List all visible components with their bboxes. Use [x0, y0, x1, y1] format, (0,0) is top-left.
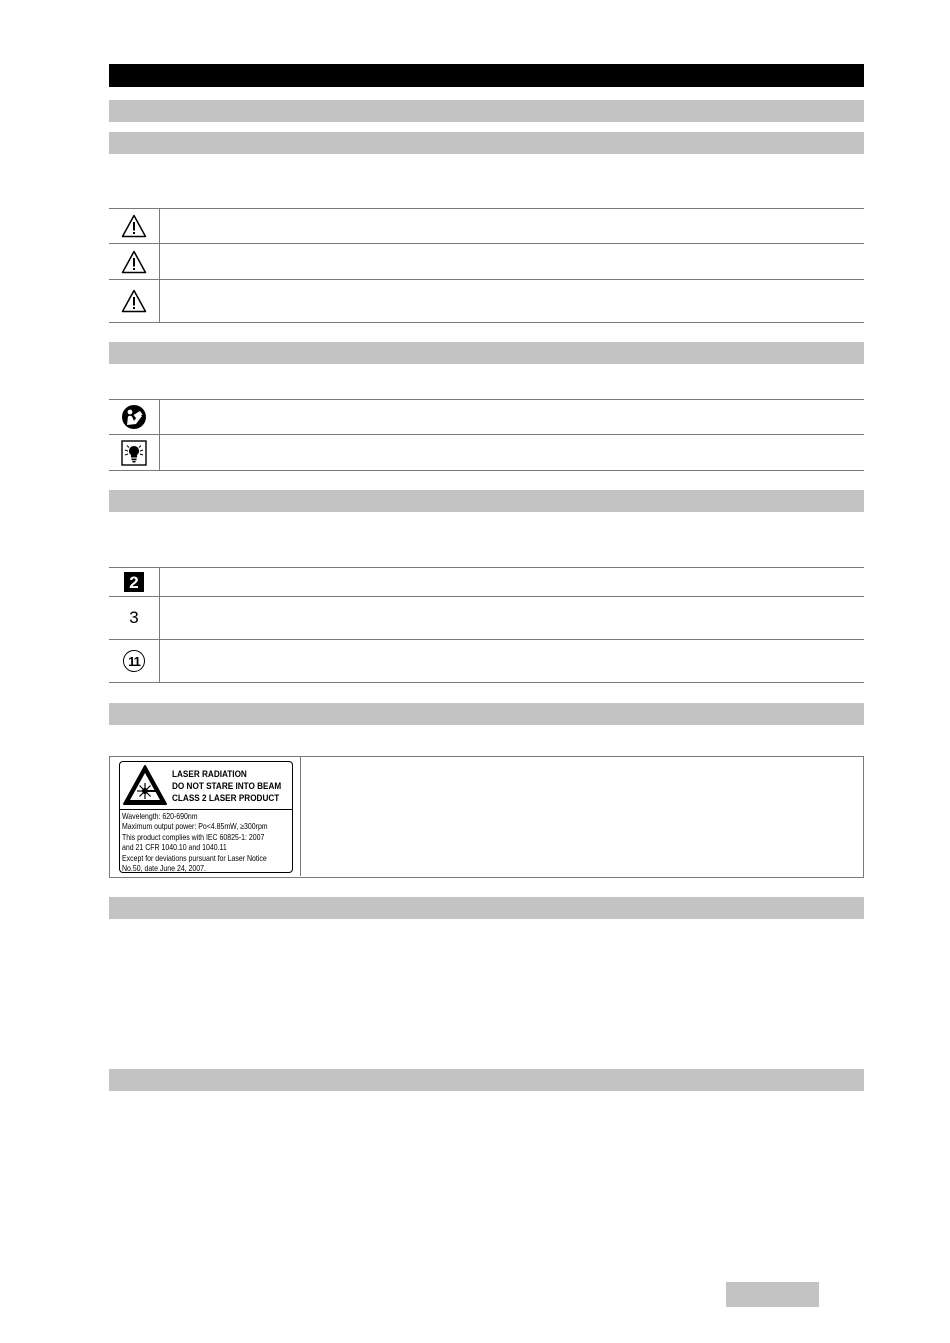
laser-spec-line: Except for deviations pursuant for Laser Notice [122, 853, 267, 863]
laser-heading-line: DO NOT STARE INTO BEAM [172, 781, 282, 791]
table-row [109, 244, 159, 279]
laser-label-specs [122, 812, 285, 874]
table-row [109, 597, 159, 639]
table-rule [109, 279, 864, 280]
laser-label-header [120, 762, 292, 810]
laser-spec-line: and 21 CFR 1040.10 and 1040.11 [122, 843, 227, 853]
table-row [109, 400, 159, 434]
table-rule [109, 639, 864, 640]
tip-bulb-icon [121, 440, 147, 466]
table-row [109, 280, 159, 322]
figure-number-badge: 2 [124, 572, 144, 592]
table-rule [109, 243, 864, 244]
warning-icon [121, 214, 147, 238]
table-row [109, 568, 159, 596]
table-divider [159, 567, 160, 683]
table-divider [159, 208, 160, 323]
part-number-symbol: 3 [129, 608, 139, 627]
laser-warning-label [110, 757, 301, 876]
section-bar [109, 100, 864, 122]
laser-spec-line: This product complies with IEC 60825-1: 2007 [122, 832, 265, 842]
page-number-box [726, 1282, 819, 1307]
section-bar [109, 703, 864, 725]
section-bar [109, 132, 864, 154]
table-rule [109, 399, 864, 400]
laser-heading-line: CLASS 2 LASER PRODUCT [172, 793, 280, 803]
laser-hazard-icon [122, 764, 168, 806]
circled-number-symbol: 11 [123, 650, 145, 672]
table-rule [109, 567, 864, 568]
section-bar [109, 897, 864, 919]
laser-spec-line: Wavelength: 620-690nm [122, 812, 198, 821]
warning-icon [121, 289, 147, 313]
section-bar [109, 1069, 864, 1091]
table-rule [109, 596, 864, 597]
table-rule [109, 470, 864, 471]
laser-spec-line: Maximum output power: Po<4.85mW, ≥300rpm [122, 822, 268, 832]
laser-spec-line: No.50, date June 24, 2007. [122, 864, 206, 874]
warning-icon [121, 250, 147, 274]
table-rule [109, 682, 864, 683]
table-rule [109, 434, 864, 435]
section-bar [109, 342, 864, 364]
laser-label-heading [172, 768, 282, 804]
read-manual-icon [121, 404, 147, 430]
section-bar [109, 490, 864, 512]
table-row [109, 435, 159, 470]
table-row [109, 640, 159, 682]
table-rule [109, 322, 864, 323]
table-rule [109, 208, 864, 209]
table-row [109, 209, 159, 243]
laser-heading-line: LASER RADIATION [172, 769, 247, 779]
table-divider [159, 399, 160, 471]
page-header-bar [109, 64, 864, 87]
laser-label-frame [119, 761, 293, 873]
